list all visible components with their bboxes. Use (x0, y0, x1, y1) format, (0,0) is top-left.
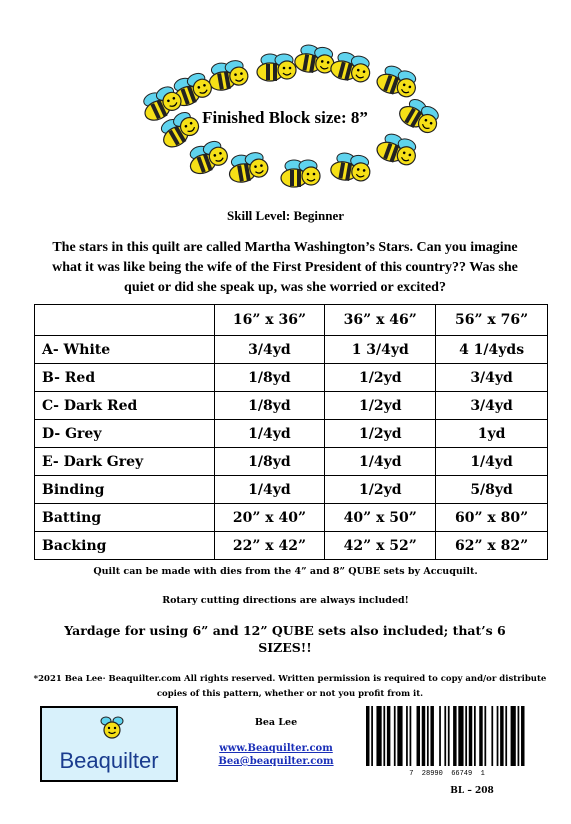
barcode (362, 706, 532, 768)
fabric-label: C- Dark Red (35, 392, 215, 420)
fabric-label: Batting (35, 504, 215, 532)
barcode-bar (376, 706, 381, 766)
barcode-bar (511, 706, 516, 766)
yardage-cell: 3/4yd (214, 336, 325, 364)
yardage-cell: 4 1/4yds (436, 336, 548, 364)
fabric-label: A- White (35, 336, 215, 364)
yardage-cell: 1/4yd (214, 420, 325, 448)
yardage-cell: 3/4yd (436, 364, 548, 392)
bee-icon (374, 130, 420, 169)
yardage-cell: 42” x 52” (325, 532, 436, 560)
barcode-bar (397, 706, 402, 766)
skill-level: Skill Level: Beginner (227, 208, 344, 223)
intro-paragraph: The stars in this quilt are called Martha Washington’s Stars. Can you imagine what it was like being the wife of the First President of this country?? Was she quiet or did she speak up, was she worried or excited? (52, 240, 518, 295)
table-row (35, 448, 548, 476)
barcode-bar (505, 706, 507, 766)
fabric-label: Binding (35, 476, 215, 504)
rotary-note: Rotary cutting directions are always included! (162, 595, 409, 606)
barcode-bar (417, 706, 420, 766)
email-link[interactable]: Bea@beaquilter.com (218, 756, 334, 767)
barcode-bar (474, 706, 476, 766)
yardage-cell: 60” x 80” (436, 504, 548, 532)
bee-icon (100, 714, 124, 740)
barcode-bar (422, 706, 425, 766)
size-header: 16” x 36” (214, 305, 325, 336)
barcode-bar (383, 706, 385, 766)
yardage-cell: 1/2yd (325, 476, 436, 504)
fabric-label: Backing (35, 532, 215, 560)
barcode-bar (518, 706, 520, 766)
yardage-cell: 22” x 42” (214, 532, 325, 560)
barcode-bar (427, 706, 429, 766)
yardage-cell: 1/4yd (214, 476, 325, 504)
website-link[interactable]: www.Beaquilter.com (219, 743, 333, 754)
yardage-cell: 1/8yd (214, 448, 325, 476)
yardage-cell: 62” x 82” (436, 532, 548, 560)
bee-icon (329, 151, 372, 184)
barcode-bar (497, 706, 499, 766)
bee-icon (329, 50, 374, 86)
table-row (35, 420, 548, 448)
barcode-bar (484, 706, 486, 766)
table-row (35, 392, 548, 420)
barcode-bar (371, 706, 373, 766)
dies-note: Quilt can be made with dies from the 4” and 8” QUBE sets by Accuquilt. (93, 566, 478, 577)
barcode-bar (465, 706, 467, 766)
table-row (35, 504, 548, 532)
logo-text: Beaquilter (59, 748, 159, 773)
barcode-bar (444, 706, 446, 766)
bee-icon (374, 62, 420, 101)
yardage-note: Yardage for using 6” and 12” QUBE sets also included; that’s 6 SIZES!! (64, 623, 506, 655)
barcode-bar (453, 706, 456, 766)
header-cell-empty (35, 305, 215, 336)
yardage-cell: 1/8yd (214, 392, 325, 420)
fabric-label: D- Grey (35, 420, 215, 448)
barcode-bar (448, 706, 450, 766)
yardage-table (34, 304, 548, 560)
barcode-bar (479, 706, 482, 766)
barcode-bar (491, 706, 493, 766)
copyright-notice: *2021 Bea Lee· Beaquilter.com All rights reserved. Written permission is required to copy and/or distribute copies of this pattern, whether or not you profit from it. (33, 674, 547, 699)
yardage-cell: 1/2yd (325, 420, 436, 448)
yardage-cell: 1/4yd (436, 448, 548, 476)
barcode-bar (500, 706, 503, 766)
bee-icon (257, 54, 296, 81)
bee-icon (185, 138, 231, 177)
table-row (35, 476, 548, 504)
author-name: Bea Lee (254, 717, 298, 728)
barcode-bar (469, 706, 472, 766)
bee-icon (227, 151, 270, 184)
bee-icon (207, 59, 250, 92)
barcode-bar (521, 706, 524, 766)
yardage-cell: 40” x 50” (325, 504, 436, 532)
yardage-cell: 5/8yd (436, 476, 548, 504)
barcode-bar (387, 706, 390, 766)
yardage-cell: 1/2yd (325, 364, 436, 392)
bee-icon (293, 44, 336, 76)
table-header-row (35, 305, 548, 336)
bee-icon (281, 160, 320, 187)
table-row (35, 336, 548, 364)
yardage-cell: 1/2yd (325, 392, 436, 420)
barcode-bar (458, 706, 463, 766)
barcode-bar (410, 706, 412, 766)
finished-block-size: Finished Block size: 8” (202, 108, 368, 127)
table-row (35, 364, 548, 392)
barcode-bar (406, 706, 408, 766)
yardage-cell: 1/4yd (325, 448, 436, 476)
yardage-cell: 1 3/4yd (325, 336, 436, 364)
size-header: 36” x 46” (325, 305, 436, 336)
size-header: 56” x 76” (436, 305, 548, 336)
barcode-digits: 7 28990 66749 1 (409, 770, 485, 778)
table-row (35, 532, 548, 560)
barcode-bar (439, 706, 441, 766)
fabric-label: E- Dark Grey (35, 448, 215, 476)
beaquilter-logo (40, 706, 178, 782)
fabric-label: B- Red (35, 364, 215, 392)
barcode-bar (366, 706, 369, 766)
barcode-bar (430, 706, 433, 766)
barcode-bar (394, 706, 396, 766)
yardage-cell: 1yd (436, 420, 548, 448)
pattern-code: BL – 208 (450, 786, 494, 796)
yardage-cell: 1/8yd (214, 364, 325, 392)
yardage-cell: 20” x 40” (214, 504, 325, 532)
yardage-cell: 3/4yd (436, 392, 548, 420)
